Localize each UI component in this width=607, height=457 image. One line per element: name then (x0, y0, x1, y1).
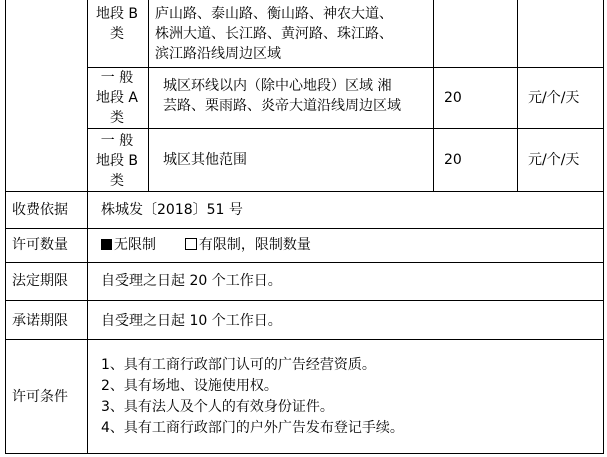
fee-row-2-category: 一 般 地段 A 类 (95, 70, 139, 126)
row-divider-2 (87, 128, 604, 129)
row-divider-6 (5, 300, 604, 301)
legal-term-label: 法定期限 (12, 273, 68, 289)
fee-row-3-category: 一 般 地段 B 类 (95, 133, 139, 189)
fee-row-3-area: 城区其他范围 (163, 152, 247, 168)
checkbox-limited[interactable] (185, 238, 197, 250)
conditions-label: 许可条件 (12, 389, 68, 405)
condition-item-4: 4、具有工商行政部门的户外广告发布登记手续。 (101, 420, 404, 436)
row-divider-7 (5, 339, 604, 340)
fee-basis-label: 收费依据 (12, 202, 68, 218)
promised-term-label: 承诺期限 (12, 313, 68, 329)
fee-row-2-unit: 元/个/天 (528, 90, 580, 106)
row-divider-3 (5, 191, 604, 192)
fee-basis-value: 株城发〔2018〕51 号 (101, 202, 243, 218)
fee-row-2-area: 城区环线以内（除中心地段）区域 湘 芸路、栗雨路、炎帝大道沿线周边区域 (163, 78, 401, 114)
condition-item-3: 3、具有法人及个人的有效身份证件。 (101, 399, 334, 415)
table-border-bottom (5, 453, 604, 454)
condition-item-2: 2、具有场地、设施使用权。 (101, 378, 278, 394)
fee-row-3-unit: 元/个/天 (528, 152, 580, 168)
row-divider-4 (5, 228, 604, 229)
row-divider-5 (5, 262, 604, 263)
condition-item-1: 1、具有工商行政部门认可的广告经营资质。 (101, 357, 376, 373)
fee-row-3-price: 20 (444, 152, 462, 168)
table-border-left (5, 0, 6, 453)
permit-quantity-label: 许可数量 (12, 237, 68, 253)
fee-row-2-price: 20 (444, 90, 462, 106)
row-divider-1 (87, 67, 604, 68)
fee-row-1-category: 地段 B 类 (95, 6, 139, 42)
fee-row-1-area: 庐山路、泰山路、衡山路、神农大道、 株洲大道、长江路、黄河路、珠江路、 滨江路沿线周边区域 (155, 6, 393, 62)
legal-term-value: 自受理之日起 20 个工作日。 (101, 273, 282, 289)
checkbox-unlimited[interactable] (101, 239, 112, 250)
table-col-divider-4 (517, 0, 518, 191)
option-unlimited-label: 无限制 (114, 237, 156, 253)
permit-quantity-options (101, 235, 311, 255)
option-limited-label: 有限制，限制数量 (198, 237, 311, 253)
table-col-divider-2 (148, 0, 149, 191)
table-col-divider-3 (433, 0, 434, 191)
promised-term-value: 自受理之日起 10 个工作日。 (101, 313, 282, 329)
